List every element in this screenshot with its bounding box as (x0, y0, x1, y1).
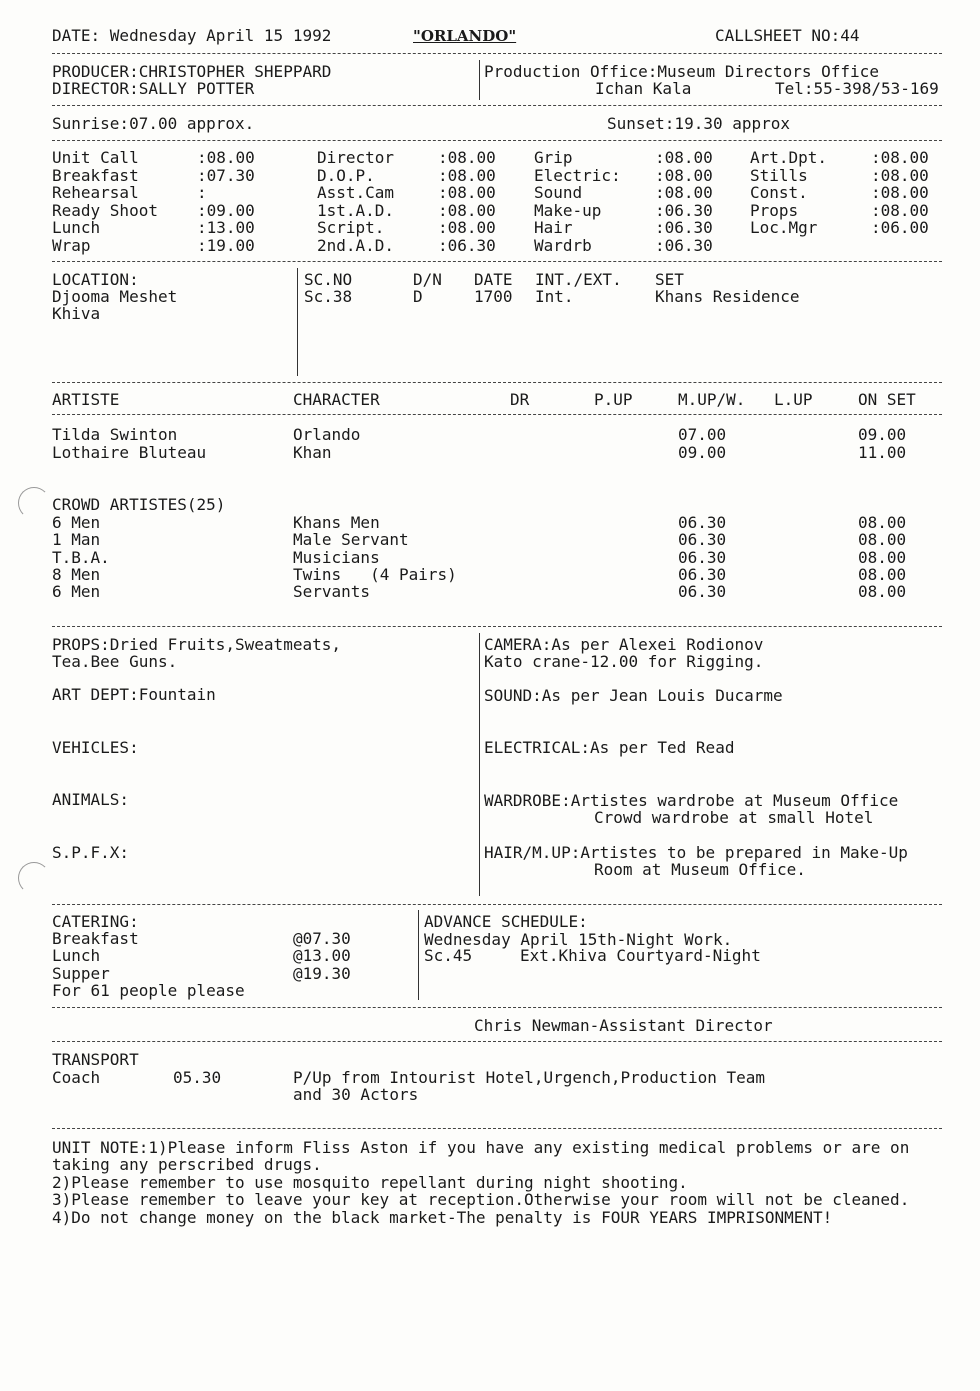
sound-note: SOUND:As per Jean Louis Ducarme (484, 686, 783, 705)
call-role-label: Electric: (534, 165, 621, 185)
transport-time: 05.30 (173, 1068, 222, 1087)
header-lup: L.UP (774, 390, 813, 409)
hair-makeup-line-2: Room at Museum Office. (594, 860, 806, 879)
call-role-label: Breakfast (52, 165, 139, 185)
call-role-label: Wardrb (534, 236, 592, 255)
call-role-label: Sound (534, 183, 583, 203)
call-role-label: 2nd.A.D. (317, 236, 395, 255)
crowd-makeup-time: 06.30 (678, 582, 727, 602)
on-set-time: 09.00 (858, 425, 907, 444)
binder-hole (18, 487, 50, 519)
catering-note: For 61 people please (52, 981, 245, 1000)
transport-pickup-line-1: P/Up from Intourist Hotel,Urgench,Production Team (293, 1068, 766, 1087)
scene-int-ext: Int. (535, 287, 574, 306)
call-role-label: Lunch (52, 218, 101, 238)
advance-schedule-set: Ext.Khiva Courtyard-Night (520, 946, 761, 965)
call-role-label: Ready Shoot (52, 200, 158, 220)
call-time-value: :08.00 (438, 200, 496, 220)
production-office: Production Office:Museum Directors Office (484, 62, 879, 81)
call-time-value: :08.00 (438, 148, 496, 167)
call-role-label: Props (750, 200, 799, 220)
call-time-value: :08.00 (438, 165, 496, 185)
hair-makeup-line-1: HAIR/M.UP:Artistes to be prepared in Make-Up (484, 843, 908, 862)
meal-time: @13.00 (293, 946, 351, 966)
call-role-label: Unit Call (52, 148, 139, 167)
unit-note-line: taking any perscribed drugs. (52, 1155, 322, 1175)
electrical-note: ELECTRICAL:As per Ted Read (484, 738, 735, 757)
header-artiste: ARTISTE (52, 390, 120, 409)
catering-label: CATERING: (52, 912, 139, 931)
crowd-makeup-time: 06.30 (678, 547, 727, 567)
crowd-count: 1 Man (52, 530, 101, 550)
crowd-makeup-time: 06.30 (678, 564, 727, 584)
call-time-value: :08.00 (197, 148, 255, 167)
call-time-value: :19.00 (197, 236, 255, 255)
call-role-label: Make-up (534, 200, 602, 220)
call-time-value: :08.00 (871, 165, 929, 185)
film-title: "ORLANDO" (413, 27, 517, 45)
call-role-label: Stills (750, 165, 808, 185)
producer: PRODUCER:CHRISTOPHER SHEPPARD (52, 62, 332, 81)
camera-line-2: Kato crane-12.00 for Rigging. (484, 652, 764, 671)
scene-header-intext: INT./EXT. (535, 270, 622, 289)
animals: ANIMALS: (52, 790, 130, 809)
header-onset: ON SET (858, 390, 916, 409)
props-line-1: PROPS:Dried Fruits,Sweatmeats, (52, 635, 341, 654)
call-time-value: :06.00 (871, 218, 929, 238)
call-time-value: :08.00 (871, 200, 929, 220)
crowd-on-set-time: 08.00 (858, 582, 907, 602)
assistant-director-signature: Chris Newman-Assistant Director (474, 1016, 773, 1035)
location-town: Khiva (52, 304, 101, 323)
call-role-label: Grip (534, 148, 573, 167)
crowd-makeup-time: 06.30 (678, 513, 727, 532)
vehicles: VEHICLES: (52, 738, 139, 757)
crowd-title: CROWD ARTISTES(25) (52, 495, 226, 514)
vertical-divider (479, 633, 480, 896)
call-time-value: :08.00 (871, 183, 929, 203)
scene-header-set: SET (655, 270, 684, 289)
crowd-count: T.B.A. (52, 547, 110, 567)
meal-name: Supper (52, 963, 110, 983)
call-role-label: Script. (317, 218, 385, 238)
call-time-value: :08.00 (871, 148, 929, 167)
crowd-on-set-time: 08.00 (858, 530, 907, 550)
unit-note-line: UNIT NOTE:1)Please inform Fliss Aston if you have any existing medical problems or are on (52, 1138, 910, 1157)
crowd-on-set-time: 08.00 (858, 547, 907, 567)
call-time-value: :08.00 (655, 148, 713, 167)
meal-time: @07.30 (293, 929, 351, 948)
call-role-label: Wrap (52, 236, 91, 255)
divider (52, 1007, 942, 1008)
artiste-name: Tilda Swinton (52, 425, 178, 444)
crowd-makeup-time: 06.30 (678, 530, 727, 550)
crowd-on-set-time: 08.00 (858, 513, 907, 532)
scene-day-night: D (413, 287, 423, 306)
call-time-value: :06.30 (438, 236, 496, 255)
scene-header-date: DATE (474, 270, 513, 289)
call-time-value: :13.00 (197, 218, 255, 238)
crowd-on-set-time: 08.00 (858, 564, 907, 584)
art-dept: ART DEPT:Fountain (52, 685, 216, 704)
call-time-value: :06.30 (655, 218, 713, 238)
call-time-value: :08.00 (655, 183, 713, 203)
divider (52, 1128, 942, 1129)
crowd-character: Servants (293, 582, 371, 602)
divider (52, 382, 942, 383)
call-time-value: :07.30 (197, 165, 255, 185)
location-label: LOCATION: (52, 270, 139, 289)
header-dr: DR (510, 390, 530, 409)
divider (52, 53, 942, 54)
vertical-divider (418, 910, 419, 1000)
office-telephone: Tel:55-398/53-169 (775, 79, 939, 98)
call-role-label: 1st.A.D. (317, 200, 395, 220)
crowd-count: 6 Men (52, 582, 101, 602)
header-character: CHARACTER (293, 390, 380, 409)
wardrobe-line-2: Crowd wardrobe at small Hotel (594, 808, 874, 827)
call-role-label: Loc.Mgr (750, 218, 818, 238)
scene-date: 1700 (474, 287, 513, 306)
advance-schedule-scene: Sc.45 (424, 946, 473, 965)
director: DIRECTOR:SALLY POTTER (52, 79, 255, 98)
sunrise: Sunrise:07.00 approx. (52, 114, 255, 133)
divider (52, 105, 942, 106)
unit-note-line: 4)Do not change money on the black market-The penalty is FOUR YEARS IMPRISONMENT! (52, 1207, 833, 1227)
call-time-value: :08.00 (655, 165, 713, 185)
crowd-character: Musicians (293, 547, 380, 567)
vertical-divider (479, 60, 480, 100)
call-role-label: Asst.Cam (317, 183, 395, 203)
props-line-2: Tea.Bee Guns. (52, 652, 178, 671)
call-role-label: Rehearsal (52, 183, 139, 203)
call-time-value: :06.30 (655, 200, 713, 220)
call-time-value: :09.00 (197, 200, 255, 220)
crowd-character: Khans Men (293, 513, 380, 532)
transport-pickup-line-2: and 30 Actors (293, 1085, 419, 1104)
advance-schedule-label: ADVANCE SCHEDULE: (424, 912, 588, 931)
character-name: Orlando (293, 425, 361, 444)
unit-note-line: 3)Please remember to leave your key at reception.Otherwise your room will not be cleaned. (52, 1190, 910, 1210)
character-name: Khan (293, 443, 332, 462)
scene-header-scno: SC.NO (304, 270, 353, 289)
call-role-label: Director (317, 148, 395, 167)
unit-note-line: 2)Please remember to use mosquito repellant during night shooting. (52, 1172, 688, 1192)
scene-set: Khans Residence (655, 287, 800, 306)
call-time-value: : (197, 183, 207, 203)
callsheet-number: CALLSHEET NO:44 (715, 26, 860, 45)
meal-name: Lunch (52, 946, 101, 966)
crowd-character: Male Servant (293, 530, 409, 550)
meal-name: Breakfast (52, 929, 139, 948)
makeup-time: 09.00 (678, 443, 727, 462)
spfx: S.P.F.X: (52, 843, 130, 862)
transport-vehicle: Coach (52, 1068, 101, 1087)
date-line: DATE: Wednesday April 15 1992 (52, 26, 332, 45)
office-location: Ichan Kala (595, 79, 692, 98)
divider (52, 626, 942, 627)
header-mup: M.UP/W. (678, 390, 746, 409)
meal-time: @19.30 (293, 963, 351, 983)
transport-label: TRANSPORT (52, 1050, 139, 1069)
call-time-value: :08.00 (438, 218, 496, 238)
wardrobe-line-1: WARDROBE:Artistes wardrobe at Museum Office (484, 791, 899, 810)
sunset: Sunset:19.30 approx (607, 114, 791, 133)
crowd-count: 6 Men (52, 513, 101, 532)
camera-line-1: CAMERA:As per Alexei Rodionov (484, 635, 764, 654)
makeup-time: 07.00 (678, 425, 727, 444)
artiste-name: Lothaire Bluteau (52, 443, 207, 462)
call-role-label: Const. (750, 183, 808, 203)
divider (52, 414, 942, 415)
location-name: Djooma Meshet (52, 287, 178, 306)
divider (52, 1041, 942, 1042)
vertical-divider (297, 268, 298, 376)
call-role-label: Art.Dpt. (750, 148, 828, 167)
header-pup: P.UP (594, 390, 633, 409)
divider (52, 904, 942, 905)
binder-hole (18, 862, 50, 894)
scene-number: Sc.38 (304, 287, 353, 306)
scene-header-dn: D/N (413, 270, 442, 289)
crowd-character: Twins (4 Pairs) (293, 564, 457, 584)
call-time-value: :08.00 (438, 183, 496, 203)
on-set-time: 11.00 (858, 443, 907, 462)
divider (52, 140, 942, 141)
crowd-count: 8 Men (52, 564, 101, 584)
advance-schedule-date: Wednesday April 15th-Night Work. (424, 930, 733, 949)
call-role-label: D.O.P. (317, 165, 375, 185)
call-role-label: Hair (534, 218, 573, 238)
call-time-value: :06.30 (655, 236, 713, 255)
divider (52, 261, 942, 262)
